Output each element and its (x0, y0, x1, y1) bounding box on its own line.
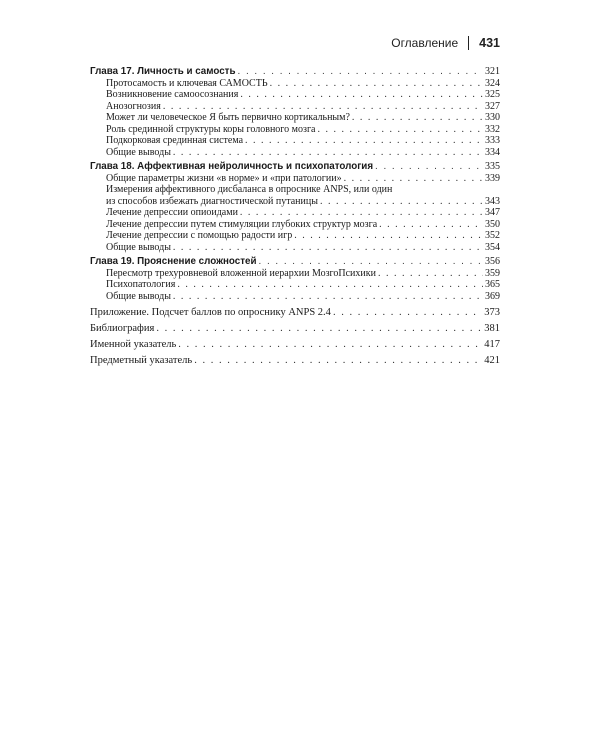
toc-section-title: Протосамость и ключевая САМОСТЬ (106, 77, 268, 89)
toc-section-title: Роль срединной структуры коры головного мозга (106, 123, 316, 135)
dot-leader (259, 256, 484, 268)
toc-section-title: Общие выводы (106, 241, 171, 253)
toc-section-title: Общие выводы (106, 146, 171, 158)
toc-section-title: Общие параметры жизни «в норме» и «при патологии» (106, 172, 342, 184)
toc-page-number: 343 (485, 195, 500, 207)
toc-chapter-title: Глава 17. Личность и самость (90, 66, 236, 77)
toc-section-title: Возникновение самоосознания (106, 89, 239, 100)
toc-page-number: 421 (484, 355, 500, 366)
toc-section-title: Подкорковая срединная система (106, 135, 244, 146)
toc-section-title: Психопатология (106, 279, 176, 290)
toc-backmatter-title: Приложение. Подсчет баллов по опроснику ANPS 2.4 (90, 307, 331, 318)
toc-page-number: 325 (485, 89, 500, 100)
toc-chapter-entry[interactable] (90, 66, 500, 78)
toc-backmatter-title: Библиография (90, 323, 155, 334)
toc-section-title: Может ли человеческое Я быть первично кортикальным? (106, 112, 350, 123)
dot-leader (379, 219, 483, 231)
toc-page-number: 369 (485, 290, 500, 302)
toc-section-entry-multiline[interactable] (90, 184, 500, 207)
dot-leader (173, 242, 483, 254)
dot-leader (238, 66, 484, 78)
dot-leader (194, 353, 482, 369)
toc-section-entry[interactable] (90, 268, 500, 280)
toc-chapter-title: Глава 19. Прояснение сложностей (90, 256, 257, 267)
toc-section-entry[interactable] (90, 112, 500, 124)
dot-leader (317, 124, 483, 136)
toc-section-title: Лечение депрессии опиоидами (106, 207, 238, 218)
toc-chapter-entry[interactable] (90, 256, 500, 268)
running-head (391, 36, 500, 50)
toc-backmatter-entry[interactable] (90, 321, 500, 337)
toc-page-number: 339 (485, 172, 500, 184)
toc-page-number: 381 (484, 323, 500, 334)
toc-page-number: 321 (485, 66, 500, 77)
toc-page-number: 365 (485, 279, 500, 290)
toc-section-entry[interactable] (90, 101, 500, 113)
toc-page-number: 356 (485, 256, 500, 267)
toc-backmatter-entry[interactable] (90, 353, 500, 369)
toc-chapter-group (90, 161, 500, 253)
toc-chapter-title: Глава 18. Аффективная нейроличность и психопатология (90, 161, 374, 172)
dot-leader (173, 291, 483, 303)
toc-section-title: из способов избежать диагностической путаницы (106, 195, 318, 207)
dot-leader (240, 207, 483, 219)
page-number: 431 (479, 36, 500, 50)
toc-chapter-group (90, 256, 500, 302)
toc-section-entry[interactable] (90, 219, 500, 231)
toc-chapter-group (90, 66, 500, 158)
toc-section-entry[interactable] (90, 89, 500, 101)
dot-leader (173, 147, 483, 159)
dot-leader (178, 337, 482, 353)
toc-page-number: 354 (485, 241, 500, 253)
toc-section-entry[interactable] (90, 78, 500, 90)
toc-chapter-entry[interactable] (90, 161, 500, 173)
toc-page-number: 333 (485, 135, 500, 146)
dot-leader (352, 112, 483, 124)
toc-section-title: Лечение депрессии с помощью радости игр (106, 230, 293, 241)
toc-page-number: 359 (485, 267, 500, 279)
toc-page-number: 324 (485, 77, 500, 89)
dot-leader (294, 230, 483, 242)
dot-leader (333, 305, 482, 321)
dot-leader (375, 161, 483, 173)
toc-page-number: 332 (485, 123, 500, 135)
toc-page-number: 335 (485, 161, 500, 172)
toc-page-number: 417 (484, 339, 500, 350)
toc-backmatter-entry[interactable] (90, 305, 500, 321)
toc-section-title: Пересмотр трехуровневой вложенной иерархии МозгоПсихики (106, 267, 376, 279)
toc-backmatter-title: Предметный указатель (90, 355, 193, 366)
toc-section-entry[interactable] (90, 135, 500, 147)
dot-leader (163, 101, 483, 113)
toc-backmatter-title: Именной указатель (90, 339, 177, 350)
dot-leader (270, 78, 483, 90)
toc-page-number: 327 (485, 100, 500, 112)
toc-page-number: 347 (485, 207, 500, 218)
toc-section-title: Лечение депрессии путем стимуляции глубоких структур мозга (106, 218, 378, 230)
toc-section-title: Анозогнозия (106, 100, 161, 112)
toc-section-entry[interactable] (90, 173, 500, 185)
dot-leader (240, 89, 483, 101)
dot-leader (320, 196, 483, 208)
toc-section-entry[interactable] (90, 124, 500, 136)
dot-leader (344, 173, 483, 185)
toc-page-number: 330 (485, 112, 500, 123)
running-head-title: Оглавление (391, 36, 459, 50)
dot-leader (156, 321, 482, 337)
toc-section-title: Общие выводы (106, 290, 171, 302)
dot-leader (245, 135, 483, 147)
toc-page-number: 350 (485, 218, 500, 230)
table-of-contents (90, 66, 500, 369)
toc-section-entry[interactable] (90, 279, 500, 291)
dot-leader (378, 268, 483, 280)
toc-section-entry[interactable] (90, 291, 500, 303)
toc-section-entry[interactable] (90, 242, 500, 254)
toc-section-entry[interactable] (90, 230, 500, 242)
toc-page-number: 334 (485, 146, 500, 158)
toc-section-entry[interactable] (90, 147, 500, 159)
toc-section-title-line1: Измерения аффективного дисбаланса в опроснике ANPS, или один (106, 184, 393, 195)
running-head-separator (468, 36, 469, 50)
dot-leader (177, 279, 483, 291)
toc-page-number: 373 (484, 307, 500, 318)
toc-page-number: 352 (485, 230, 500, 241)
toc-backmatter-entry[interactable] (90, 337, 500, 353)
toc-section-entry[interactable] (90, 207, 500, 219)
